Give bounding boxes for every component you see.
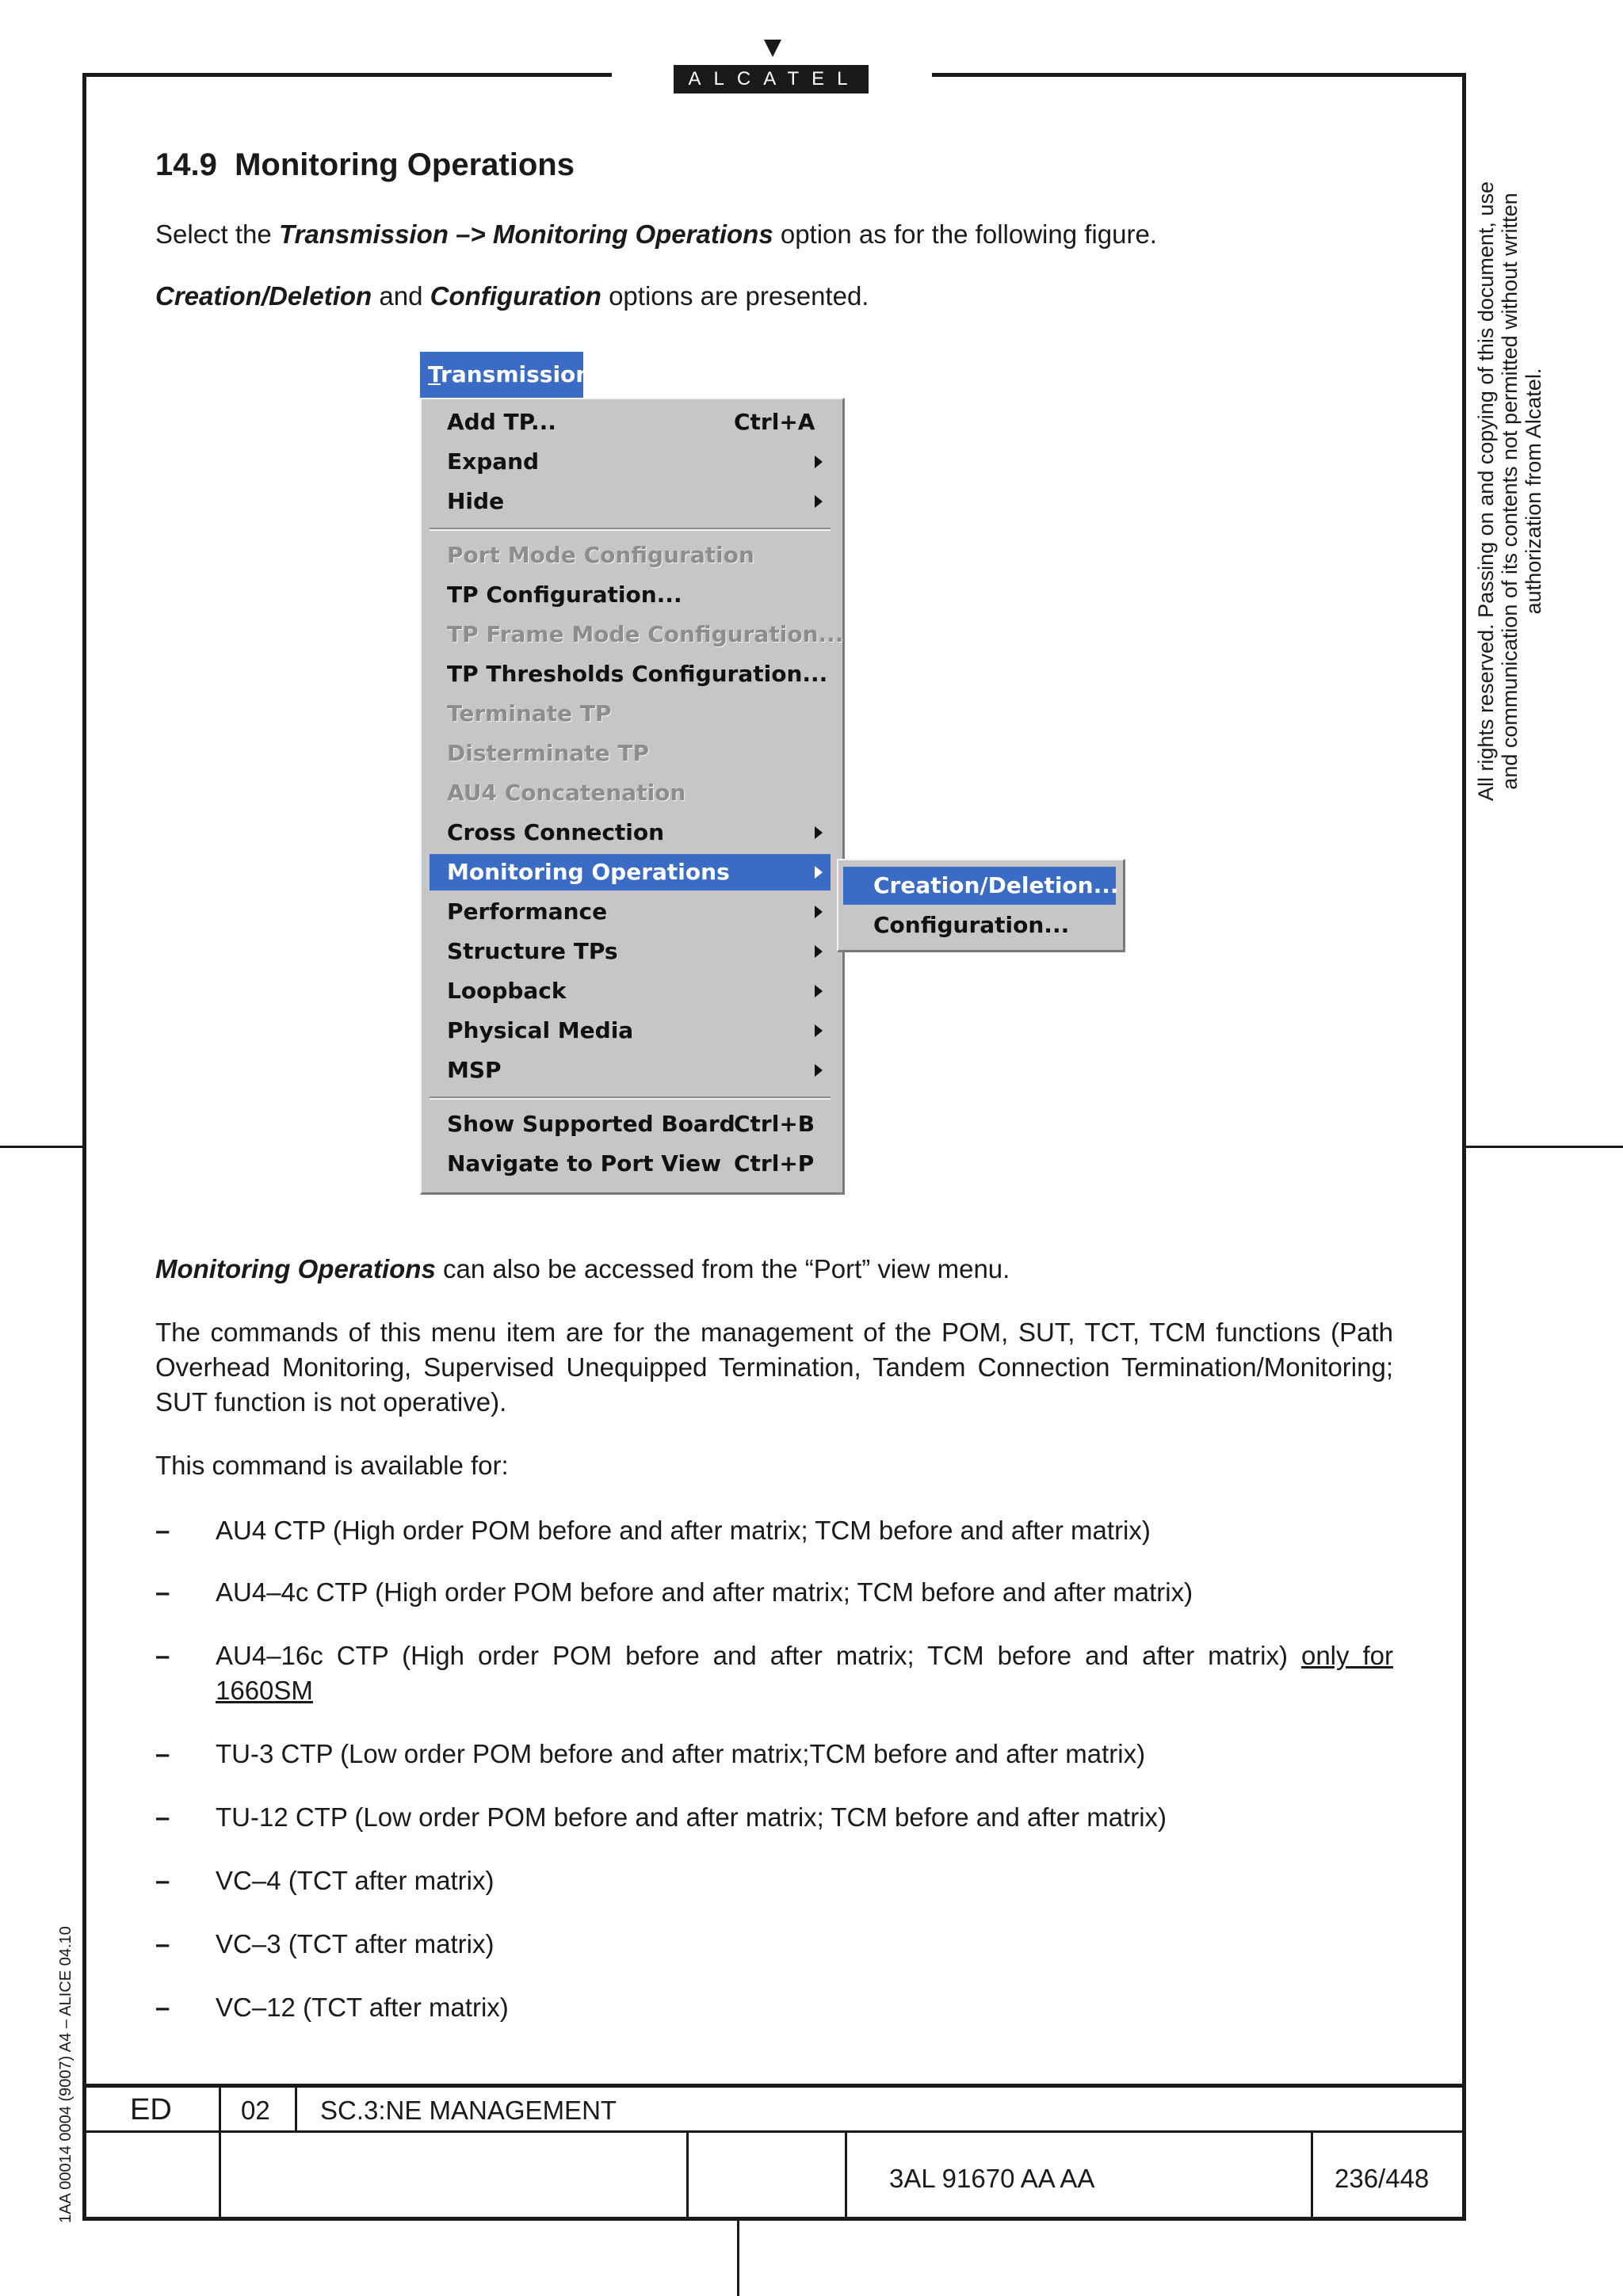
footer-col-divider xyxy=(295,2084,297,2131)
menu-item-physical-media[interactable] xyxy=(430,1013,831,1049)
section-heading xyxy=(155,147,575,183)
menu-item-port-mode-configuration xyxy=(430,537,831,574)
menu-item-structure-tps[interactable] xyxy=(430,933,831,970)
menu-item-label: Terminate TP xyxy=(447,700,612,727)
mnemonic: T xyxy=(428,361,441,387)
frame-left xyxy=(82,73,86,2220)
option-name: Creation/Deletion xyxy=(155,281,372,311)
list-item-text: VC–12 (TCT after matrix) xyxy=(216,1993,509,2022)
menu-item-label: Cross Connection xyxy=(447,819,665,845)
list-item-text: TU-3 CTP (Low order POM before and after matrix;TCM before and after matrix) xyxy=(216,1739,1146,1768)
list-item-text: VC–3 (TCT after matrix) xyxy=(216,1929,495,1958)
option-name: Configuration xyxy=(430,281,601,311)
menu-item-label: TP Configuration... xyxy=(447,582,682,608)
menu-screenshot xyxy=(420,352,1128,1195)
submenu-arrow-icon xyxy=(815,456,823,468)
submenu-arrow-icon xyxy=(815,985,823,997)
paragraph-available-for: This command is available for: xyxy=(155,1451,509,1480)
menu-item-disterminate-tp xyxy=(430,735,831,772)
submenu-arrow-icon xyxy=(815,945,823,958)
footer-doc-number: 3AL 91670 AA AA xyxy=(889,2164,1095,2193)
submenu-item-configuration[interactable]: Configuration... xyxy=(873,912,1070,938)
menu-item-performance[interactable] xyxy=(430,894,831,930)
menu-item-loopback[interactable] xyxy=(430,973,831,1009)
menu-item-label: AU4 Concatenation xyxy=(447,780,686,806)
margin-tick-right xyxy=(1466,1146,1623,1148)
paragraph-port-view xyxy=(155,1252,1393,1287)
text: option as for the following figure. xyxy=(773,219,1157,249)
menu-item-tp-thresholds-configuration[interactable] xyxy=(430,656,831,692)
text: options are presented. xyxy=(601,281,869,311)
menu-item-terminate-tp xyxy=(430,696,831,732)
text: can also be accessed from the “Port” view menu. xyxy=(435,1254,1010,1283)
menu-item-label: Expand xyxy=(447,448,540,475)
menu-item-msp[interactable] xyxy=(430,1052,831,1089)
menu-item-label: Structure TPs xyxy=(447,938,618,964)
menu-transmission[interactable] xyxy=(420,352,592,398)
submenu-item-creation-deletion[interactable]: Creation/Deletion... xyxy=(843,867,1116,905)
menu-item-monitoring-operations[interactable] xyxy=(430,854,831,891)
menu-item-label: TP Thresholds Configuration... xyxy=(447,661,828,687)
menu-name: Monitoring Operations xyxy=(155,1254,436,1283)
document-code: 1AA 00014 0004 (9007) A4 – ALICE 04.10 xyxy=(57,1926,74,2223)
text: and xyxy=(372,281,430,311)
submenu-arrow-icon xyxy=(815,826,823,839)
list-item-text: VC–4 (TCT after matrix) xyxy=(216,1866,495,1895)
paragraph-commands: The commands of this menu item are for the management of the POM, SUT, TCT, TCM functions (Path Overhead Monitoring, Supervised Unequipped Termination, Tandem Connection Termination/Monitoring; SUT function is not operative). xyxy=(155,1318,1393,1417)
menu-title-label: ransmission xyxy=(441,361,592,387)
menu-item-expand[interactable] xyxy=(430,444,831,480)
dash: – xyxy=(155,1739,170,1768)
menu-path: Transmission –> Monitoring Operations xyxy=(278,219,773,249)
menu-item-label: Physical Media xyxy=(447,1017,634,1043)
dash: – xyxy=(155,1516,170,1545)
section-number: 14.9 xyxy=(155,147,217,182)
transmission-dropdown xyxy=(420,398,845,1195)
footer-col-divider xyxy=(845,2131,847,2218)
text: AU4–16c CTP (High order POM before and after matrix; TCM before and after matrix) xyxy=(216,1641,1301,1670)
menu-item-label: Performance xyxy=(447,898,608,925)
margin-tick-bottom xyxy=(737,2220,739,2296)
menu-item-show-supported-board[interactable] xyxy=(430,1106,831,1142)
copyright-note: All rights reserved. Passing on and copying of this document, use and communication of its contents not permitted without written authorization from Alcatel. xyxy=(1474,181,1545,801)
intro-paragraph-1 xyxy=(155,217,1393,252)
menu-item-label: Add TP... xyxy=(447,409,556,435)
shortcut-label: Ctrl+A xyxy=(734,409,815,435)
footer-col-divider xyxy=(686,2131,689,2218)
submenu-arrow-icon xyxy=(815,1064,823,1077)
text: Select the xyxy=(155,219,279,249)
list-item-text: AU4–4c CTP (High order POM before and after matrix; TCM before and after matrix) xyxy=(216,1577,1193,1607)
submenu-arrow-icon xyxy=(815,1024,823,1037)
submenu-arrow-icon xyxy=(815,906,823,918)
menu-item-add-tp[interactable] xyxy=(430,404,831,441)
list-item-text: TU-12 CTP (Low order POM before and after matrix; TCM before and after matrix) xyxy=(216,1802,1167,1832)
logo-arrow-icon xyxy=(764,40,781,57)
submenu-arrow-icon xyxy=(815,495,823,508)
dash: – xyxy=(155,1866,170,1895)
footer-rule-top xyxy=(82,2084,1466,2088)
intro-paragraph-2 xyxy=(155,279,1393,314)
menu-item-label: Disterminate TP xyxy=(447,740,650,766)
menu-item-navigate-to-port-view[interactable] xyxy=(430,1146,831,1182)
menu-item-label: MSP xyxy=(447,1057,502,1083)
menu-separator xyxy=(430,1097,831,1100)
footer-ed-label: ED xyxy=(130,2093,172,2126)
menu-separator xyxy=(430,528,831,531)
footer-page-number: 236/448 xyxy=(1335,2164,1430,2193)
alcatel-logo: ALCATEL xyxy=(674,65,869,93)
menu-item-label: Monitoring Operations xyxy=(447,859,730,885)
submenu-arrow-icon xyxy=(815,866,823,879)
footer-col-divider xyxy=(219,2084,221,2218)
menu-item-au4-concatenation xyxy=(430,775,831,811)
menu-item-label: Navigate to Port View xyxy=(447,1150,721,1177)
shortcut-label: Ctrl+B xyxy=(734,1111,815,1137)
frame-top-right xyxy=(932,73,1466,77)
menu-item-cross-connection[interactable] xyxy=(430,814,831,851)
dash: – xyxy=(155,1802,170,1832)
menu-item-label: Hide xyxy=(447,488,505,514)
menu-item-label: Loopback xyxy=(447,978,567,1004)
footer-rule-bottom xyxy=(82,2217,1466,2221)
menu-item-tp-configuration[interactable] xyxy=(430,577,831,613)
dash: – xyxy=(155,1929,170,1958)
footer-rule-middle xyxy=(82,2130,1466,2133)
section-title: Monitoring Operations xyxy=(235,147,575,182)
footer-ed-value: 02 xyxy=(241,2096,270,2125)
dash: – xyxy=(155,1641,170,1670)
footer-chapter: SC.3:NE MANAGEMENT xyxy=(320,2096,617,2125)
margin-tick-left xyxy=(0,1146,82,1148)
frame-top-left xyxy=(84,73,612,77)
menu-item-label: Port Mode Configuration xyxy=(447,542,754,568)
footer-col-divider xyxy=(1311,2131,1313,2218)
dash: – xyxy=(155,1993,170,2022)
menu-item-hide[interactable] xyxy=(430,483,831,520)
monitoring-operations-submenu xyxy=(837,859,1125,952)
menu-item-label: Show Supported Board xyxy=(447,1111,735,1137)
underlined-note: only for 1660SM xyxy=(216,1641,1393,1705)
menu-item-label: TP Frame Mode Configuration... xyxy=(447,621,844,647)
dash: – xyxy=(155,1577,170,1607)
list-item-text: AU4 CTP (High order POM before and after matrix; TCM before and after matrix) xyxy=(216,1516,1151,1545)
list-item-text xyxy=(216,1638,1393,1708)
shortcut-label: Ctrl+P xyxy=(734,1150,815,1177)
menu-item-tp-frame-mode-configuration xyxy=(430,616,844,653)
